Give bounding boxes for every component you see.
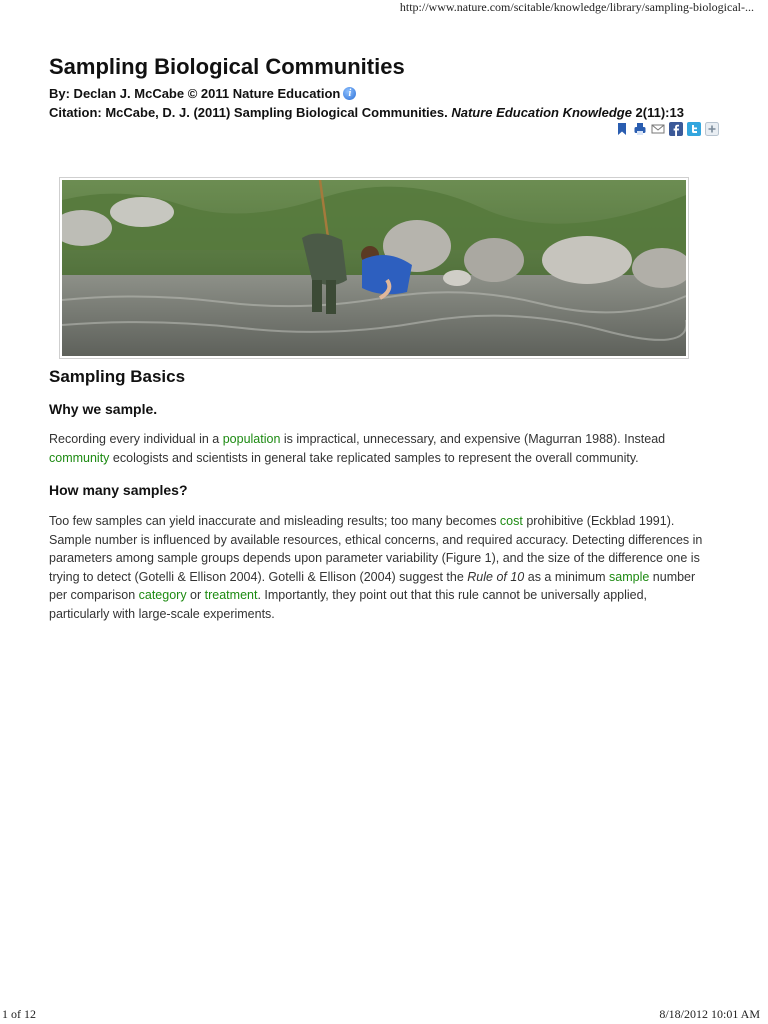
text-span: is impractical, unnecessary, and expensive (Magurran 1988). Instead — [280, 432, 666, 446]
info-icon[interactable]: i — [343, 87, 356, 100]
link-category[interactable]: category — [138, 588, 187, 602]
text-span: ecologists and scientists in general take replicated samples to represent the overall community. — [109, 450, 639, 465]
subheading-how-many-samples: How many samples? — [49, 482, 188, 498]
text-span: Recording every individual in a — [49, 432, 223, 446]
add-icon[interactable] — [705, 122, 719, 136]
rule-of-10: Rule of 10 — [467, 569, 525, 584]
link-treatment[interactable]: treatment — [204, 588, 258, 602]
text-span: number per comparison — [49, 569, 696, 602]
citation — [49, 103, 719, 122]
article-photo — [59, 177, 689, 359]
page-title: Sampling Biological Communities — [49, 54, 405, 79]
citation-prefix: Citation: McCabe, D. J. (2011) Sampling Biological Communities. — [49, 105, 452, 120]
byline — [49, 84, 719, 103]
link-population[interactable]: population — [222, 432, 281, 446]
text-span: or — [186, 588, 205, 602]
facebook-icon[interactable] — [669, 122, 683, 136]
email-icon[interactable] — [651, 122, 665, 136]
article — [49, 52, 719, 621]
text-span: prohibitive (Eckblad 1991). Sample number is influenced by available resources, ethical concerns, and required accuracy. Detecting differences in parameters among sample groups depends upon parameter variability (Figure 1), and the size of the difference one is trying to detect (Gotelli & Ellison 2004). Gotelli & Ellison (2004) suggest the — [49, 514, 703, 584]
paragraph-why-we-sample — [49, 430, 709, 467]
bookmark-icon[interactable] — [615, 122, 629, 136]
text-span: . Importantly, they point out that this rule cannot be universally applied, particularly with large-scale experiments. — [49, 588, 648, 621]
citation-suffix: 2(11):13 — [631, 105, 684, 120]
link-community[interactable]: community — [49, 450, 110, 465]
page-counter: 1 of 12 — [2, 1007, 36, 1021]
citation-journal: Nature Education Knowledge — [451, 105, 632, 120]
print-icon[interactable] — [633, 122, 647, 136]
print-url-header: http://www.nature.com/scitable/knowledge/library/sampling-biological-... — [399, 0, 754, 14]
byline-text: By: Declan J. McCabe © 2011 Nature Education — [49, 86, 341, 101]
subheading-why-we-sample: Why we sample. — [49, 401, 158, 417]
paragraph-how-many-samples — [49, 512, 709, 623]
link-cost[interactable]: cost — [499, 514, 523, 528]
text-span: as a minimum — [524, 569, 610, 584]
print-datetime: 8/18/2012 10:01 AM — [659, 1007, 760, 1021]
share-toolbar — [615, 122, 719, 136]
link-sample[interactable]: sample — [609, 569, 650, 584]
text-span: Too few samples can yield inaccurate and misleading results; too many becomes — [49, 514, 500, 528]
section-heading-sampling-basics: Sampling Basics — [49, 367, 186, 386]
twitter-icon[interactable] — [687, 122, 701, 136]
